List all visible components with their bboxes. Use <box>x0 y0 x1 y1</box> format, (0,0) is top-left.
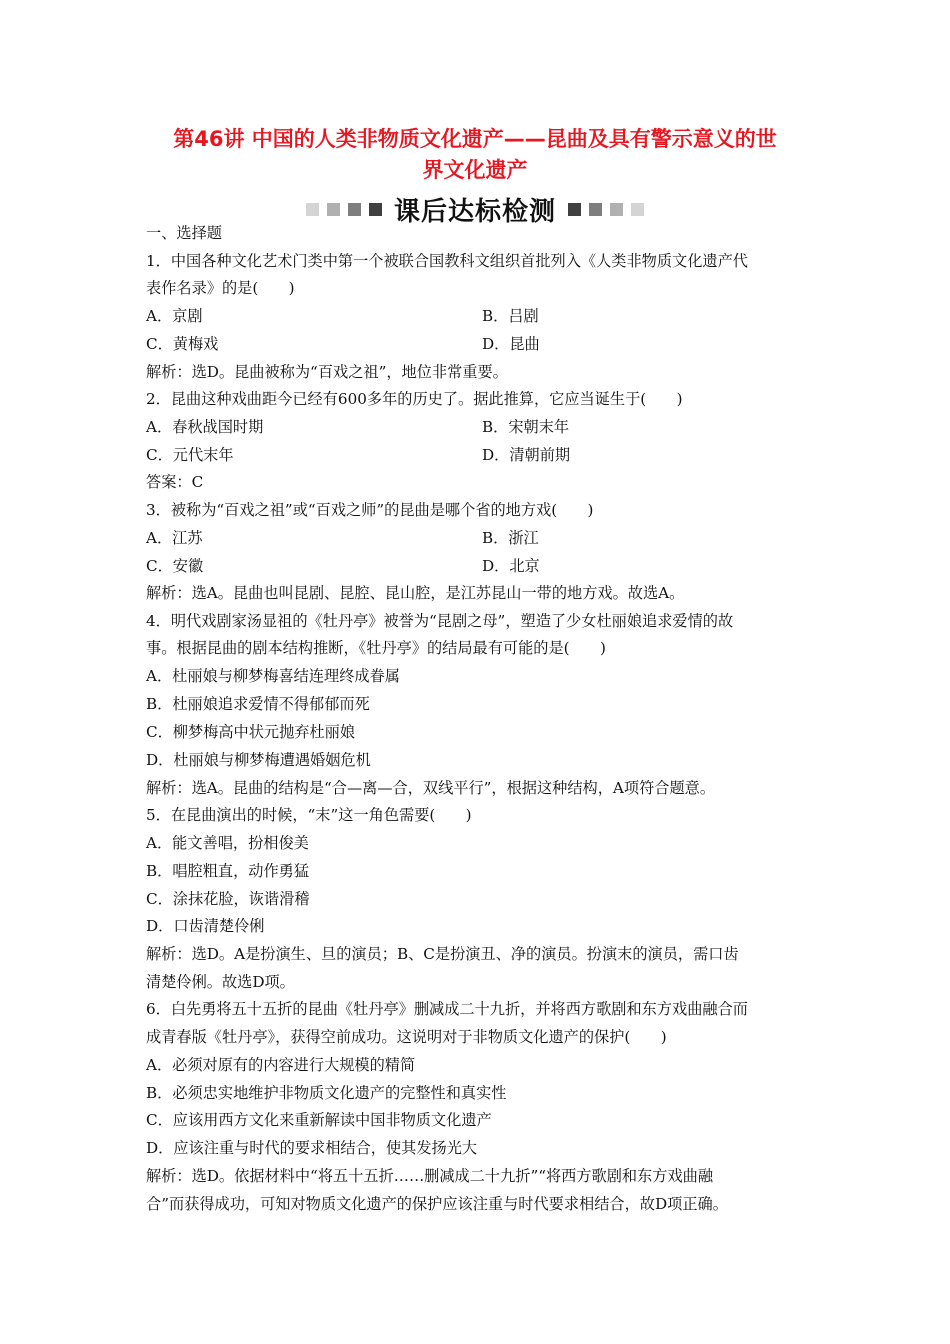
question-1-analysis: 解析：选D。昆曲被称为“百戏之祖”，地位非常重要。 <box>146 363 508 381</box>
section-banner <box>0 193 950 225</box>
banner-square-icon <box>348 203 361 216</box>
question-6-option-c: C．应该用西方文化来重新解读中国非物质文化遗产 <box>146 1111 492 1129</box>
question-4-stem-line-2: 事。根据昆曲的剧本结构推断，《牡丹亭》的结局最有可能的是( ) <box>146 639 606 657</box>
question-4-option-c: C．柳梦梅高中状元抛弃杜丽娘 <box>146 723 356 741</box>
banner-square-icon <box>306 203 319 216</box>
question-4-stem-line-1: 4．明代戏剧家汤显祖的《牡丹亭》被誉为“昆剧之母”，塑造了少女杜丽娘追求爱情的故 <box>146 612 734 630</box>
question-1-stem-line-1: 1．中国各种文化艺术门类中第一个被联合国教科文组织首批列入《人类非物质文化遗产代 <box>146 252 748 270</box>
question-3-option-d: D．北京 <box>482 557 540 575</box>
question-5-analysis-line-1: 解析：选D。A是扮演生、旦的演员；B、C是扮演丑、净的演员。扮演末的演员，需口齿 <box>146 945 739 963</box>
question-1-option-a: A．京剧 <box>146 307 203 325</box>
question-2-option-c: C．元代末年 <box>146 446 234 464</box>
question-1-stem-line-2: 表作名录》的是( ) <box>146 279 295 297</box>
question-6-analysis-line-1: 解析：选D。依据材料中“将五十五折……删减成二十九折”“将西方歌剧和东方戏曲融 <box>146 1167 714 1185</box>
lesson-title-line-2: 界文化遗产 <box>422 158 528 182</box>
lesson-title-line-1: 第46讲 中国的人类非物质文化遗产——昆曲及具有警示意义的世 <box>173 127 777 151</box>
question-2-stem: 2．昆曲这种戏曲距今已经有600多年的历史了。据此推算，它应当诞生于( ) <box>146 390 683 408</box>
question-6-analysis-line-2: 合”而获得成功，可知对物质文化遗产的保护应该注重与时代要求相结合，故D项正确。 <box>146 1195 728 1213</box>
question-6-stem-line-1: 6．白先勇将五十五折的昆曲《牡丹亭》删减成二十九折，并将西方歌剧和东方戏曲融合而 <box>146 1000 748 1018</box>
question-4-option-b: B．杜丽娘追求爱情不得郁郁而死 <box>146 695 370 713</box>
question-5-option-d: D．口齿清楚伶俐 <box>146 917 265 935</box>
question-6-option-d: D．应该注重与时代的要求相结合，使其发扬光大 <box>146 1139 478 1157</box>
banner-square-icon <box>610 203 623 216</box>
section-heading: 一、选择题 <box>146 224 222 242</box>
question-1-option-d: D．昆曲 <box>482 335 540 353</box>
question-6-stem-line-2: 成青春版《牡丹亭》，获得空前成功。这说明对于非物质文化遗产的保护( ) <box>146 1028 667 1046</box>
question-2-option-b: B．宋朝末年 <box>482 418 570 436</box>
question-2-option-a: A．春秋战国时期 <box>146 418 264 436</box>
question-4-option-d: D．杜丽娘与柳梦梅遭遇婚姻危机 <box>146 751 371 769</box>
banner-title: 课后达标检测 <box>393 196 556 227</box>
question-3-option-a: A．江苏 <box>146 529 203 547</box>
banner-square-icon <box>369 203 382 216</box>
banner-square-icon <box>589 203 602 216</box>
banner-square-icon <box>568 203 581 216</box>
question-3-option-b: B．浙江 <box>482 529 539 547</box>
question-5-analysis-line-2: 清楚伶俐。故选D项。 <box>146 973 295 991</box>
question-2-answer: 答案：C <box>146 473 204 491</box>
question-5-option-c: C．涂抹花脸，诙谐滑稽 <box>146 890 310 908</box>
question-4-option-a: A．杜丽娘与柳梦梅喜结连理终成眷属 <box>146 667 400 685</box>
question-2-option-d: D．清朝前期 <box>482 446 571 464</box>
question-5-option-a: A．能文善唱，扮相俊美 <box>146 834 309 852</box>
banner-square-icon <box>631 203 644 216</box>
question-4-analysis: 解析：选A。昆曲的结构是“合—离—合，双线平行”，根据这种结构，A项符合题意。 <box>146 779 716 797</box>
question-1-option-b: B．吕剧 <box>482 307 539 325</box>
question-5-stem: 5．在昆曲演出的时候，“末”这一角色需要( ) <box>146 806 472 824</box>
question-5-option-b: B．唱腔粗直，动作勇猛 <box>146 862 310 880</box>
banner-square-icon <box>327 203 340 216</box>
question-1-option-c: C．黄梅戏 <box>146 335 219 353</box>
question-3-stem: 3．被称为“百戏之祖”或“百戏之师”的昆曲是哪个省的地方戏( ) <box>146 501 594 519</box>
question-6-option-b: B．必须忠实地维护非物质文化遗产的完整性和真实性 <box>146 1084 507 1102</box>
question-3-analysis: 解析：选A。昆曲也叫昆剧、昆腔、昆山腔，是江苏昆山一带的地方戏。故选A。 <box>146 584 685 602</box>
question-3-option-c: C．安徽 <box>146 557 204 575</box>
question-6-option-a: A．必须对原有的内容进行大规模的精简 <box>146 1056 416 1074</box>
